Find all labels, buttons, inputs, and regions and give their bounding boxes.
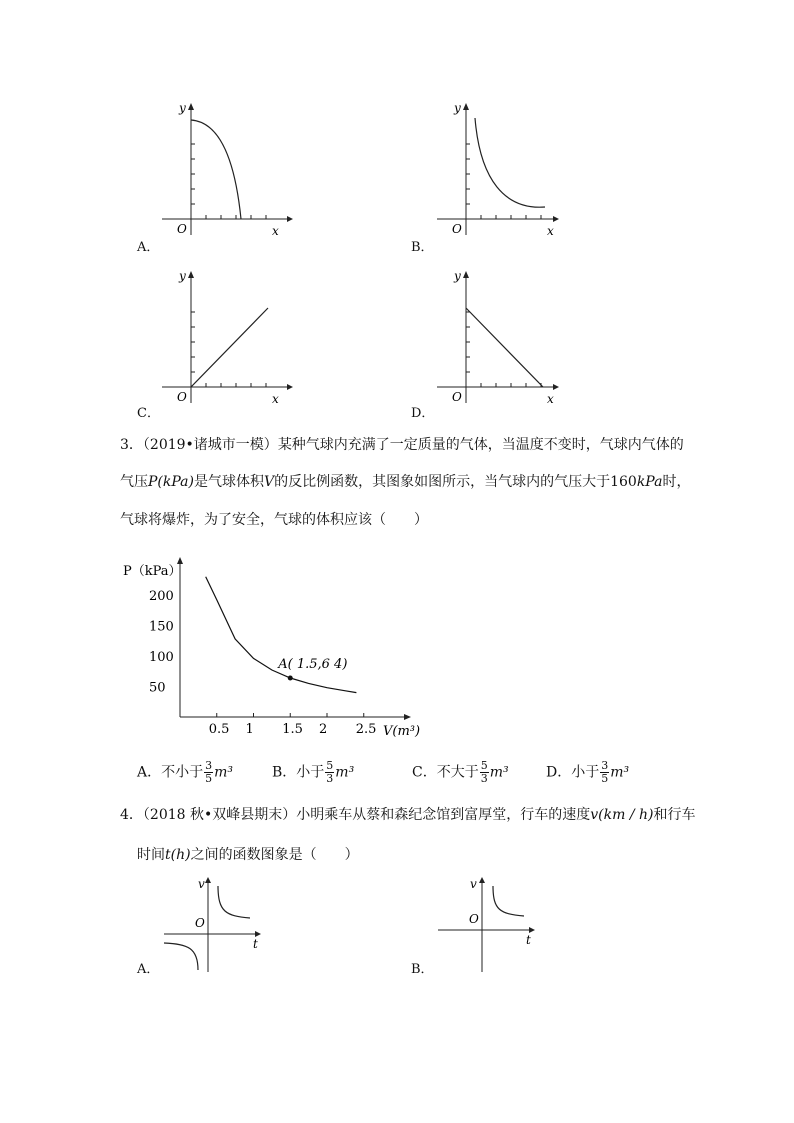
- x-tick-label: 0.5: [208, 722, 230, 737]
- branch-positive: [218, 886, 250, 918]
- q4-text-2b: 之间的函数图象是（ ）: [190, 847, 359, 863]
- q3-choice-c[interactable]: [412, 760, 509, 785]
- y-tick-label: 150: [149, 619, 174, 635]
- q4-text-2a: 时间: [137, 847, 165, 863]
- choice-a-label: A．不小于: [137, 764, 204, 781]
- fraction: $\frac{3}{5}$: [601, 759, 609, 785]
- x-tick-label: 1: [245, 722, 254, 737]
- q4-math-v: v(km / h): [590, 807, 654, 823]
- branch-negative: [164, 943, 198, 970]
- origin-label: O: [177, 222, 187, 236]
- q3-number: 3．: [120, 437, 143, 453]
- graph-d: [425, 268, 575, 408]
- origin-label: O: [469, 912, 479, 926]
- y-axis-label: y: [454, 269, 461, 283]
- choice-b-label: B．小于: [272, 764, 325, 781]
- x-axis-label: x: [547, 224, 554, 238]
- choice-c-label: C．不大于: [412, 764, 479, 781]
- y-tick-label: 200: [149, 589, 174, 604]
- x-axis-label: t: [253, 937, 258, 951]
- q3-choice-b[interactable]: [272, 760, 354, 785]
- y-axis-label: y: [454, 101, 461, 115]
- q3-math-p: P(kPa): [148, 474, 194, 490]
- q4-number: 4．: [120, 807, 143, 823]
- line-d: [466, 308, 543, 387]
- graph-a: [150, 100, 300, 240]
- point-a-label: A( 1.5,6 4): [278, 656, 348, 672]
- y-axis-title: P（kPa）: [123, 564, 182, 579]
- graph-c: [150, 268, 300, 408]
- y-axis-label: v: [470, 877, 477, 891]
- fraction: $\frac{3}{5}$: [205, 759, 213, 785]
- x-axis-label: x: [272, 392, 279, 406]
- q3-choice-d[interactable]: [546, 760, 629, 785]
- q3-math-kpa: kPa: [636, 474, 663, 490]
- unit: m³: [335, 764, 355, 781]
- origin-label: O: [195, 916, 205, 930]
- q3-line-1: [120, 435, 684, 455]
- point-a: [288, 675, 293, 680]
- y-tick-label: 50: [149, 680, 166, 696]
- q4-source: （2018 秋•双峰县期末）: [142, 807, 297, 823]
- q4-graph-a: [160, 872, 270, 977]
- q3-chart: [115, 555, 425, 745]
- option-a-label: A．: [137, 240, 160, 255]
- fraction: $\frac{5}{3}$: [480, 759, 488, 785]
- choice-d-label: D．小于: [546, 764, 600, 781]
- x-axis-label: x: [547, 392, 554, 406]
- q3-source: （2019•诸城市一模）: [142, 437, 278, 453]
- option-d-label: D．: [411, 406, 435, 421]
- curve-b: [475, 118, 545, 207]
- q4-line-1: [120, 805, 696, 825]
- q4-line-2: [137, 845, 359, 865]
- q3-math-160: 160: [610, 474, 637, 490]
- q4-option-b[interactable]: B．: [411, 962, 434, 977]
- fraction: $\frac{5}{3}$: [326, 759, 334, 785]
- option-c-label: C．: [137, 406, 160, 421]
- origin-label: O: [452, 222, 462, 236]
- x-axis-title: V(m³): [383, 724, 421, 739]
- y-axis-label: v: [198, 877, 205, 891]
- option-b-label: B．: [411, 240, 434, 255]
- q3-text-2a: 气压: [120, 474, 148, 490]
- q4-text-1: 小明乘车从蔡和森纪念馆到富厚堂，行车的速度: [296, 807, 591, 823]
- q4-math-t: t(h): [165, 847, 191, 863]
- curve-a: [191, 120, 241, 219]
- x-axis-label: x: [272, 224, 279, 238]
- x-axis-label: t: [526, 933, 531, 947]
- q3-text-3: 气球将爆炸，为了安全，气球的体积应该（ ）: [120, 512, 428, 528]
- y-axis-label: y: [179, 101, 186, 115]
- q3-line-2: [120, 472, 690, 492]
- x-tick-label: 2.5: [355, 722, 377, 737]
- x-tick-label: 2: [319, 722, 328, 737]
- q4-option-a[interactable]: A．: [137, 962, 160, 977]
- q3-line-3: [120, 510, 428, 530]
- q4-text-1-end: 和行车: [653, 807, 696, 823]
- branch-positive: [493, 886, 524, 916]
- origin-label: O: [452, 390, 462, 404]
- x-tick-label: 1.5: [282, 722, 303, 737]
- unit: m³: [610, 764, 630, 781]
- q4-graph-b: [434, 872, 544, 977]
- q3-curve: [206, 577, 357, 693]
- y-axis-label: y: [179, 269, 186, 283]
- q3-text-2f: 时，: [662, 474, 691, 490]
- origin-label: O: [177, 390, 187, 404]
- q3-text-2c: 的反比例函数，其图象如图所示，当气球内的气压大于: [274, 474, 611, 490]
- unit: m³: [489, 764, 509, 781]
- q3-text-1: 某种气球内充满了一定质量的气体，当温度不变时，气球内气体的: [277, 437, 684, 453]
- q3-choice-a[interactable]: [137, 760, 233, 785]
- unit: m³: [214, 764, 234, 781]
- y-tick-label: 100: [149, 650, 174, 665]
- q3-math-v: V: [263, 474, 275, 490]
- line-c: [191, 308, 268, 387]
- q3-text-2b: 是气球体积: [193, 474, 264, 490]
- graph-b: [425, 100, 575, 240]
